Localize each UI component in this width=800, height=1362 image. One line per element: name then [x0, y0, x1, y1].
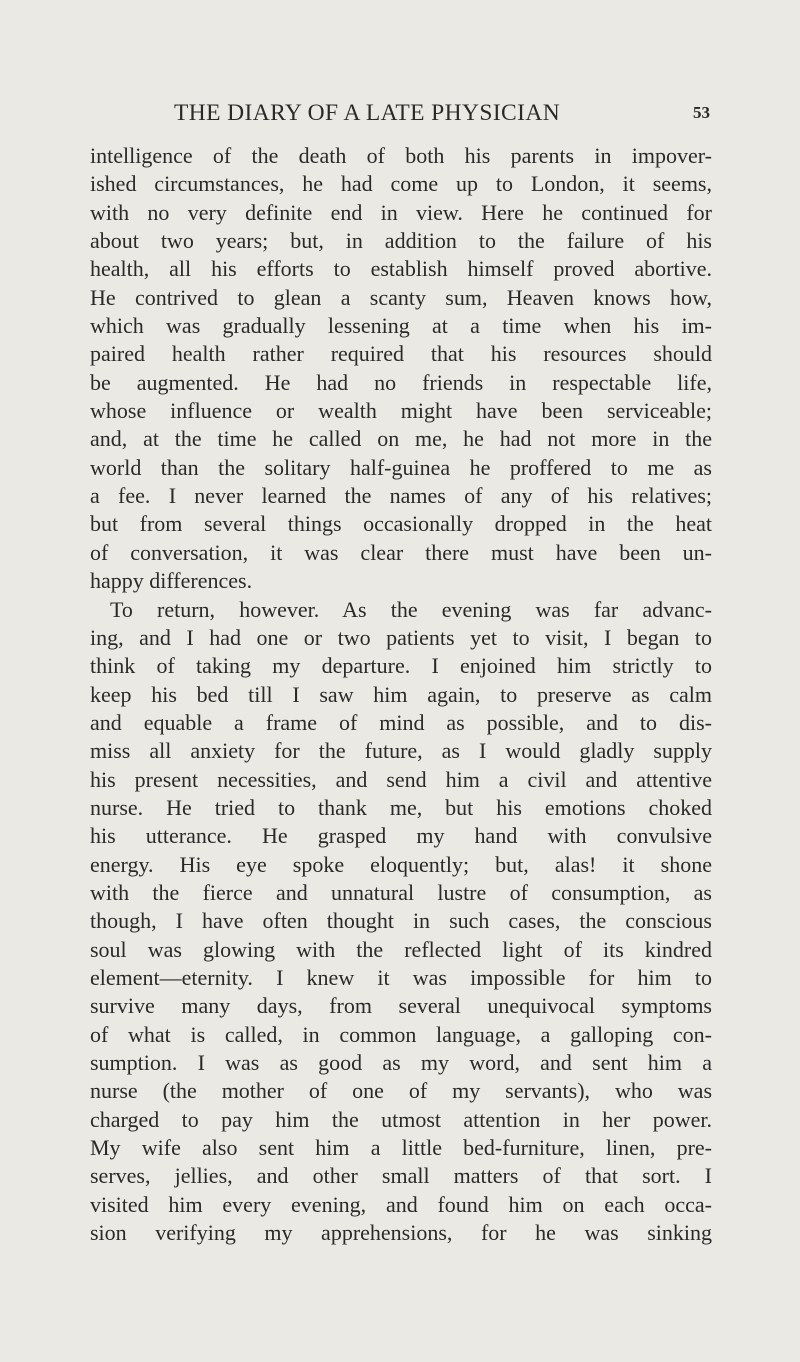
- text-line: My wife also sent him a little bed-furniture, linen, pre-: [90, 1135, 712, 1161]
- text-line: about two years; but, in addition to the failure of his: [90, 228, 712, 254]
- text-line: keep his bed till I saw him again, to preserve as calm: [90, 681, 712, 707]
- text-line: paired health rather required that his resources should: [90, 341, 712, 367]
- paragraph-start-line: To return, however. As the evening was far advanc-: [110, 596, 712, 622]
- text-line: sumption. I was as good as my word, and sent him a: [90, 1050, 712, 1075]
- text-line: miss all anxiety for the future, as I would gladly supply: [90, 738, 712, 764]
- running-head: [90, 100, 710, 130]
- text-line: and equable a frame of mind as possible, and to dis-: [90, 709, 712, 735]
- text-line: nurse. He tried to thank me, but his emotions choked: [90, 794, 712, 820]
- text-line: ished circumstances, he had come up to London, it seems,: [90, 171, 712, 197]
- text-line: with no very definite end in view. Here he continued for: [90, 199, 712, 225]
- text-line: He contrived to glean a scanty sum, Heaven knows how,: [90, 284, 712, 310]
- text-line: and, at the time he called on me, he had not more in the: [90, 426, 712, 452]
- text-line: charged to pay him the utmost attention in her power.: [90, 1106, 712, 1132]
- text-line: soul was glowing with the reflected light of its kindred: [90, 936, 712, 962]
- running-title: THE DIARY OF A LATE PHYSICIAN: [174, 100, 561, 126]
- text-line: health, all his efforts to establish himself proved abortive.: [90, 256, 712, 282]
- text-line: of what is called, in common language, a galloping con-: [90, 1021, 712, 1047]
- text-line: sion verifying my apprehensions, for he was sinking: [90, 1220, 712, 1246]
- text-line: which was gradually lessening at a time when his im-: [90, 313, 712, 339]
- text-line: element—eternity. I knew it was impossible for him to: [90, 964, 712, 990]
- text-line: his utterance. He grasped my hand with convulsive: [90, 823, 712, 849]
- text-line: energy. His eye spoke eloquently; but, alas! it shone: [90, 851, 712, 877]
- text-line: be augmented. He had no friends in respectable life,: [90, 369, 712, 395]
- text-line: whose influence or wealth might have been serviceable;: [90, 398, 712, 424]
- text-line: but from several things occasionally dropped in the heat: [90, 511, 712, 537]
- body-text: [90, 142, 712, 1247]
- text-line: intelligence of the death of both his parents in impover-: [90, 143, 712, 168]
- text-line: his present necessities, and send him a civil and attentive: [90, 766, 712, 792]
- paragraph-end-line: happy differences.: [90, 568, 253, 594]
- text-line: world than the solitary half-guinea he proffered to me as: [90, 454, 712, 480]
- text-line: ing, and I had one or two patients yet to visit, I began to: [90, 624, 712, 650]
- text-line: serves, jellies, and other small matters of that sort. I: [90, 1163, 712, 1189]
- page-number: 53: [693, 103, 710, 122]
- text-line: think of taking my departure. I enjoined him strictly to: [90, 653, 712, 679]
- text-line: visited him every evening, and found him on each occa-: [90, 1191, 712, 1217]
- text-line: of conversation, it was clear there must have been un-: [90, 539, 712, 565]
- text-line: though, I have often thought in such cases, the conscious: [90, 908, 712, 934]
- text-line: with the fierce and unnatural lustre of consumption, as: [90, 879, 712, 905]
- text-line: a fee. I never learned the names of any of his relatives;: [90, 483, 712, 509]
- text-line: survive many days, from several unequivocal symptoms: [90, 993, 712, 1019]
- text-line: nurse (the mother of one of my servants), who was: [90, 1078, 712, 1104]
